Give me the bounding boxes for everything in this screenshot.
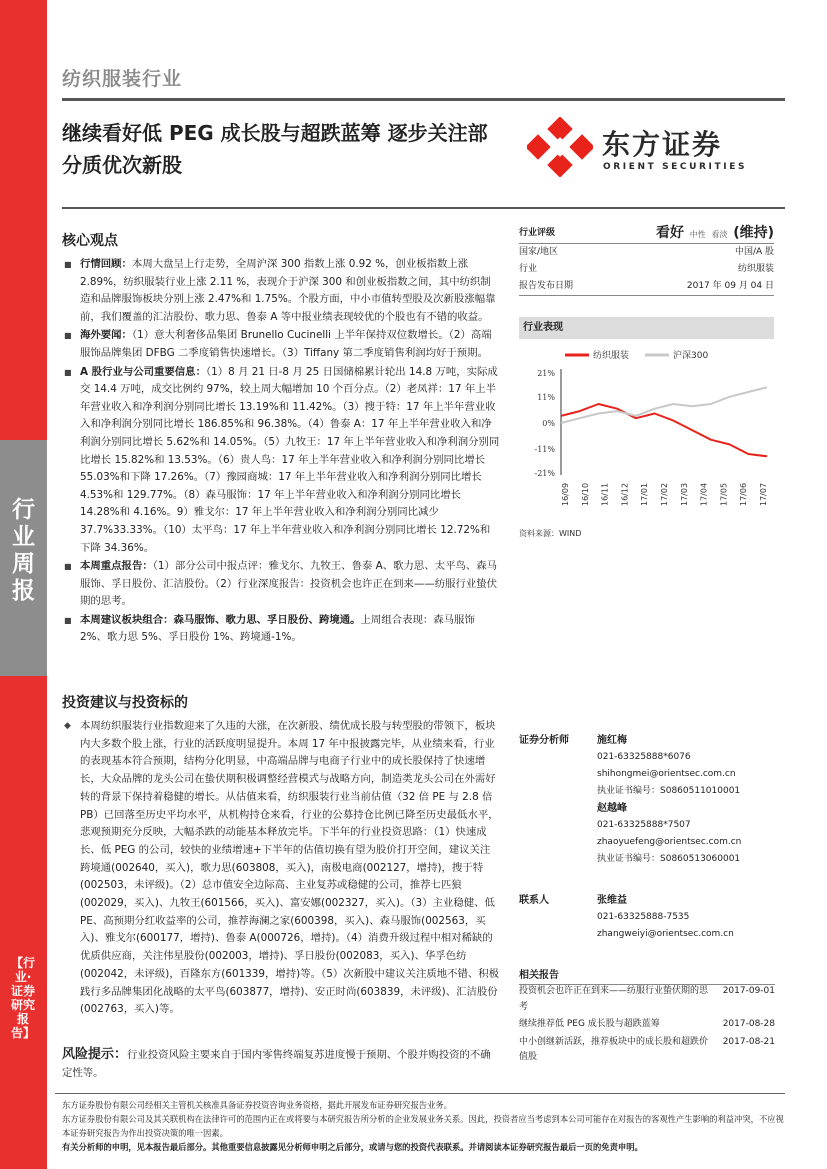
- x-tick-label: 16/11: [600, 482, 610, 506]
- related-reports-list: [519, 984, 775, 1066]
- disclaimer-footer: 东方证券股份有限公司经相关主管机关核准具备证券投资咨询业务资格，据此开展发布证券研究报告业务。 东方证券股份有限公司及其关联机构在法律许可的范围内正在或将要与本研究报告所分析的企业发展业务关系。因此，投资者应当考虑到本公司可能存在对报告的客观性产生影响的利益冲突，不应视本证券研究报告为作出投资决策的唯一因素。 有关分析师的申明，见本报告最后部分。其他重要信息披露见分析师申明之后部分，或请与您的投资代表联系。并请阅读本证券研究报告最后一页的免责申明。: [62, 1100, 784, 1152]
- x-tick-label: 17/02: [660, 482, 669, 506]
- y-tick-label: -21%: [534, 469, 555, 478]
- analyst-1: 施红梅 021-63325888*6076 shihongmei@orientsec.com.cn 执业证书编号：S0860511010001: [597, 735, 741, 796]
- company-logo: [527, 117, 789, 177]
- header-divider: [62, 98, 785, 101]
- logo-mark-icon: [527, 117, 593, 177]
- risk-label: 风险提示：: [62, 1047, 128, 1062]
- report-type-label: 行业周报: [12, 497, 35, 604]
- list-item[interactable]: 继续推荐低 PEG 成长股与超跌蓝筹 2017-08-28: [519, 1019, 775, 1029]
- analyst-label: 证券分析师: [519, 735, 569, 746]
- industry-performance-heading: 行业表现: [519, 317, 774, 339]
- x-tick-label: 17/01: [640, 482, 650, 506]
- x-tick-label: 16/12: [620, 482, 630, 506]
- risk-notice: [62, 1046, 500, 1082]
- list-item[interactable]: 中小创继新活跃，推荐板块中的成长股和超跌价值股 2017-08-21: [519, 1036, 775, 1062]
- y-tick-label: 11%: [537, 392, 555, 402]
- related-reports-heading: 相关报告: [519, 966, 775, 985]
- core-view-heading: 核心观点: [62, 233, 118, 249]
- table-row: 报告发布日期 2017 年 09 月 04 日: [519, 281, 774, 291]
- title-divider: [62, 207, 785, 209]
- y-tick-label: 0%: [542, 419, 555, 428]
- list-item: ■ 行情回顾：本周大盘呈上行走势，全周沪深 300 指数上涨 0.92 %，创业板指数上涨 2.89%，纺织服装行业上涨 2.11 %，表现介于沪深 300 和创业板指数之间，其中纺织制造和品牌服饰板块分别上涨 2.47%和 1.75%。个股方面，中小市值转型股及次新股涨幅靠前，我们覆盖的汇洁股份、歌力思、鲁泰 A 等中报业绩表现较优的个股也有不错的收益。: [62, 256, 500, 326]
- rating-table: [519, 222, 774, 296]
- report-title: 继续看好低 PEG 成长股与超跌蓝筹 逐步关注部分质优次新股: [62, 121, 488, 177]
- contact-person: 张维益 021-63325888-7535 zhangweiyi@orientsec.com.cn: [597, 895, 734, 939]
- chart-source: 资料来源：WIND: [519, 529, 582, 538]
- list-item: ■ 本周重点报告：（1）部分公司中报点评：雅戈尔、九牧王、鲁泰 A、歌力思、太平鸟、森马服饰、孚日股份、汇洁股份。（2）行业深度报告：投资机会也许正在到来——纺服行业蛰伏期的思考。: [62, 558, 500, 611]
- x-tick-label: 16/10: [580, 482, 590, 506]
- series-line-0: [561, 404, 767, 456]
- list-item: ■ 海外要闻：（1）意大利奢侈品集团 Brunello Cucinelli 上半年保持双位数增长。（2）高端服饰品牌集团 DFBG 二季度销售快速增长。（3）Tiffany 第二季度销售利润均好于预期。: [62, 327, 500, 362]
- list-item: ◆ 本周纺织服装行业指数迎来了久违的大涨，在次新股、绩优成长股与转型股的带领下，板块内大多数个股上涨，行业的活跃度明显提升。本周 17 年中报披露完毕，从业绩来看，行业的表现基本符合预期，结构分化明显，中高端品牌与电商子行业中的成长股保持了快速增长，大众品牌的龙头公司在蛰伏期积极调整经营模式与战略方向，制造类龙头公司在外需好转的背景下保持着稳健的增长。从估值来看，纺织服装行业当前估值（32 倍 PE 与 2.8 倍 PB）已回落至历史平均水平，从机构持仓来看，行业的公募持仓比例已降至历史最低水平，悲观预期充分反映，大幅杀跌的动能基本释放完毕。下半年的行业投资思路：（1）快速成长、低 PEG 的公司，较快的业绩增速+下半年的估值切换有望为股价打开空间，建议关注跨境通(002640，买入)，歌力思(603808，买入)，南极电商(002127，增持)，搜于特(002503，未评级)。（2）总市值安全边际高、主业复苏或稳健的公司，推荐七匹狼(002029，买入)、九牧王(601566，买入)、富安娜(002327，买入)。（3）主业稳健、低 PE、高预期分红收益率的公司，推荐海澜之家(600398，买入)、森马服饰(002563，买入)、雅戈尔(600177，增持)、鲁泰 A(000726，增持)。（4）消费升级过程中相对稀缺的优质供应商，关注伟星股份(002003，增持)、孚日股份(002083，买入)、华孚色纺(002042，未评级)，百隆东方(601339，增持)等。（5）次新股中建议关注质地不错、积极践行多品牌集团化战略的太平鸟(603877，增持)、安正时尚(603839，未评级)、汇洁股份(002763，买入)等。: [62, 718, 500, 1019]
- table-row: 国家/地区 中国/A 股: [519, 247, 774, 257]
- list-item[interactable]: 投资机会也许正在到来——纺服行业蛰伏期的思考 2017-09-01: [519, 986, 775, 1012]
- x-tick-label: 17/04: [699, 482, 709, 506]
- analyst-2: 赵越峰 021-63325888*7507 zhaoyuefeng@orientsec.com.cn 执业证书编号：S0860513060001: [597, 803, 742, 864]
- x-tick-label: 17/07: [759, 482, 768, 506]
- logo-chinese-text: 东方证券: [602, 128, 723, 161]
- logo-english-text: ORIENT SECURITIES: [603, 162, 748, 172]
- x-tick-label: 17/06: [739, 482, 749, 506]
- line-chart: [519, 343, 781, 523]
- footer-divider: [55, 1093, 785, 1094]
- legend-label: 沪深300: [673, 351, 709, 361]
- list-item: ■ 本周建议板块组合：森马服饰、歌力思、孚日股份、跨境通。上周组合表现：森马服饰 2%、歌力思 5%、孚日股份 1%、跨境通-1%。: [62, 612, 500, 647]
- legend-label: 纺织服装: [593, 351, 630, 361]
- report-category-label: 【行业·证券研究报告】: [11, 956, 36, 1040]
- industry-name: 纺织服装行业: [62, 68, 183, 90]
- contact-label: 联系人: [519, 895, 549, 906]
- risk-text: 行业投资风险主要来自于国内零售终端复苏进度慢于预期、个股并购投资的不确定性等。: [62, 1049, 491, 1079]
- rating-row: 行业评级 看好 中性 看淡 (维持): [519, 222, 774, 244]
- x-tick-label: 16/09: [561, 482, 570, 506]
- investment-text: [62, 718, 500, 1019]
- performance-chart: [519, 343, 781, 523]
- x-tick-label: 17/03: [679, 482, 689, 506]
- list-item: ■ A 股行业与公司重要信息：（1）8 月 21 日-8 月 25 日国储棉累计轮出 14.8 万吨，实际成交 14.4 万吨，成交比例约 97%，较上周大幅增加 10 个百分点。（2）老凤祥：17 年上半年营业收入和净利润分别同比增长 13.19%和 11.42%。（3）搜于特：17 年上半年营业收入和净利润分别同比增长 186.85%和 96.38%。（4）鲁泰 A：17 年上半年营业收入和净利润分别同比增长 5.62%和 14.05%。（5）九牧王：17 年上半年营业收入和净利润分别同比增长 15.82%和 13.53%。（6）贵人鸟：17 年上半年营业收入和净利润分别同比增长 55.03%和下降 17.26%。（7）豫园商城：17 年上半年营业收入和净利润分别同比增长 4.53%和 129.77%。（8）森马服饰：17 年上半年营业收入和净利润分别同比增长 14.28%和 4.16%。9）雅戈尔：17 年上半年营业收入和净利润分别同比减少 37.7%33.33%。（10）太平鸟：17 年上半年营业收入和净利润分别同比增长 12.72%和下降 34.36%。: [62, 364, 500, 558]
- x-tick-label: 17/05: [719, 482, 729, 506]
- table-row: 行业 纺织服装: [519, 264, 774, 274]
- core-view-list: [62, 256, 500, 647]
- rating-value: 看好: [656, 225, 684, 241]
- investment-heading: 投资建议与投资标的: [62, 695, 188, 711]
- y-tick-label: -11%: [534, 445, 555, 455]
- y-tick-label: 21%: [537, 369, 555, 378]
